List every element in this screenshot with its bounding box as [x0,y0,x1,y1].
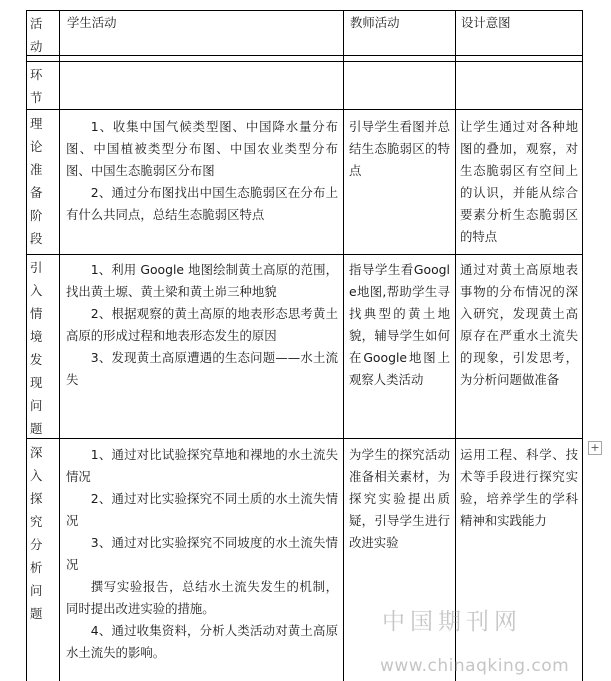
table-col-divider [455,10,456,681]
design-intent-cell: 运用工程、科学、技术等手段进行探究实验，培养学生的学科精神和实践能力 [460,447,578,528]
table-row-divider [26,109,583,110]
watermark-site-name: 中国期刊网 [382,609,522,635]
stage-char: 问 [30,583,43,598]
subheader-stage-char: 节 [30,90,43,105]
stage-char: 发 [30,352,43,367]
stage-char: 阶 [30,208,43,223]
student-activity-cell [66,259,338,391]
student-activity-item: 3、发现黄土高原遭遇的生态问题——水土流失 [66,350,338,387]
student-activity-item: 2、通过对比实验探究不同土质的水土流失情况 [66,491,338,528]
subheader-stage-label [30,63,42,109]
stage-char: 题 [30,421,43,436]
teacher-activity-cell: 为学生的探究活动准备相关素材，为探究实验提出质疑，引导学生进行改进实验 [349,447,450,550]
header-activity-char: 动 [30,39,43,54]
stage-char: 段 [30,231,43,246]
header-student-activity: 学生活动 [67,15,117,30]
add-table-element-button[interactable]: + [588,441,602,455]
stage-char: 究 [30,514,43,529]
stage-char: 情 [30,306,43,321]
table-row-divider [26,254,583,255]
student-activity-item: 1、利用 Google 地图绘制黄土高原的范围，找出黄土塬、黄土梁和黄土峁三种地貌 [66,262,338,299]
student-activity-item: 2、通过分布图找出中国生态脆弱区在分布上有什么共同点，总结生态脆弱区特点 [66,185,338,222]
student-activity-item: 4、通过收集资料，分析人类活动对黄土高原水土流失的影响。 [66,623,338,660]
stage-char: 引 [30,260,43,275]
stage-char: 备 [30,185,43,200]
stage-char: 理 [30,116,43,131]
stage-char: 探 [30,491,43,506]
table-header-bottom [26,55,583,56]
student-activity-cell [66,444,338,664]
stage-char: 论 [30,139,43,154]
table-row-divider [26,438,583,439]
header-teacher-activity: 教师活动 [350,15,400,30]
stage-char: 分 [30,537,43,552]
stage-label [30,441,42,625]
student-activity-cell [66,116,338,226]
stage-char: 题 [30,606,43,621]
student-activity-item: 1、收集中国气候类型图、中国降水量分布图、中国植被类型分布图、中国农业类型分布图、中国生态脆弱区分布图 [66,119,338,178]
table-col-divider [343,10,344,681]
stage-char: 入 [30,283,43,298]
table-subheader-top [26,61,583,62]
table-border-right [582,10,583,681]
stage-char: 析 [30,560,43,575]
stage-char: 现 [30,375,43,390]
header-activity-label [30,12,42,58]
stage-char: 深 [30,445,43,460]
header-design-intent: 设计意图 [461,15,511,30]
watermark-url: www.chinaqking.com [380,656,570,676]
stage-char: 问 [30,398,43,413]
stage-char: 入 [30,468,43,483]
header-activity-char: 活 [30,16,43,31]
student-activity-item: 1、通过对比试验探究草地和裸地的水土流失情况 [66,447,338,484]
stage-label [30,256,42,440]
stage-char: 准 [30,162,43,177]
stage-label [30,112,42,250]
student-activity-item: 撰写实验报告，总结水土流失发生的机制，同时提出改进实验的措施。 [66,579,338,616]
table-col-divider [59,10,60,681]
student-activity-item: 2、根据观察的黄土高原的地表形态思考黄土高原的形成过程和地表形态发生的原因 [66,306,338,343]
design-intent-cell: 让学生通过对各种地图的叠加，观察，对生态脆弱区有空间上的认识，并能从综合要素分析生态脆弱区的特点 [460,119,578,244]
design-intent-cell: 通过对黄土高原地表事物的分布情况的深入研究，发现黄土高原存在严重水土流失的现象，引发思考，为分析问题做准备 [460,262,578,387]
table-border-left [26,10,27,681]
table-border-top [26,10,583,11]
student-activity-item: 3、通过对比实验探究不同坡度的水土流失情况 [66,535,338,572]
stage-char: 境 [30,329,43,344]
subheader-stage-char: 环 [30,67,43,82]
teacher-activity-cell: 引导学生看图并总结生态脆弱区的特点 [349,119,450,178]
teacher-activity-cell: 指导学生看Google地图,帮助学生寻找典型的黄土地貌，辅导学生如何在Google地图上观察人类活动 [349,262,450,387]
